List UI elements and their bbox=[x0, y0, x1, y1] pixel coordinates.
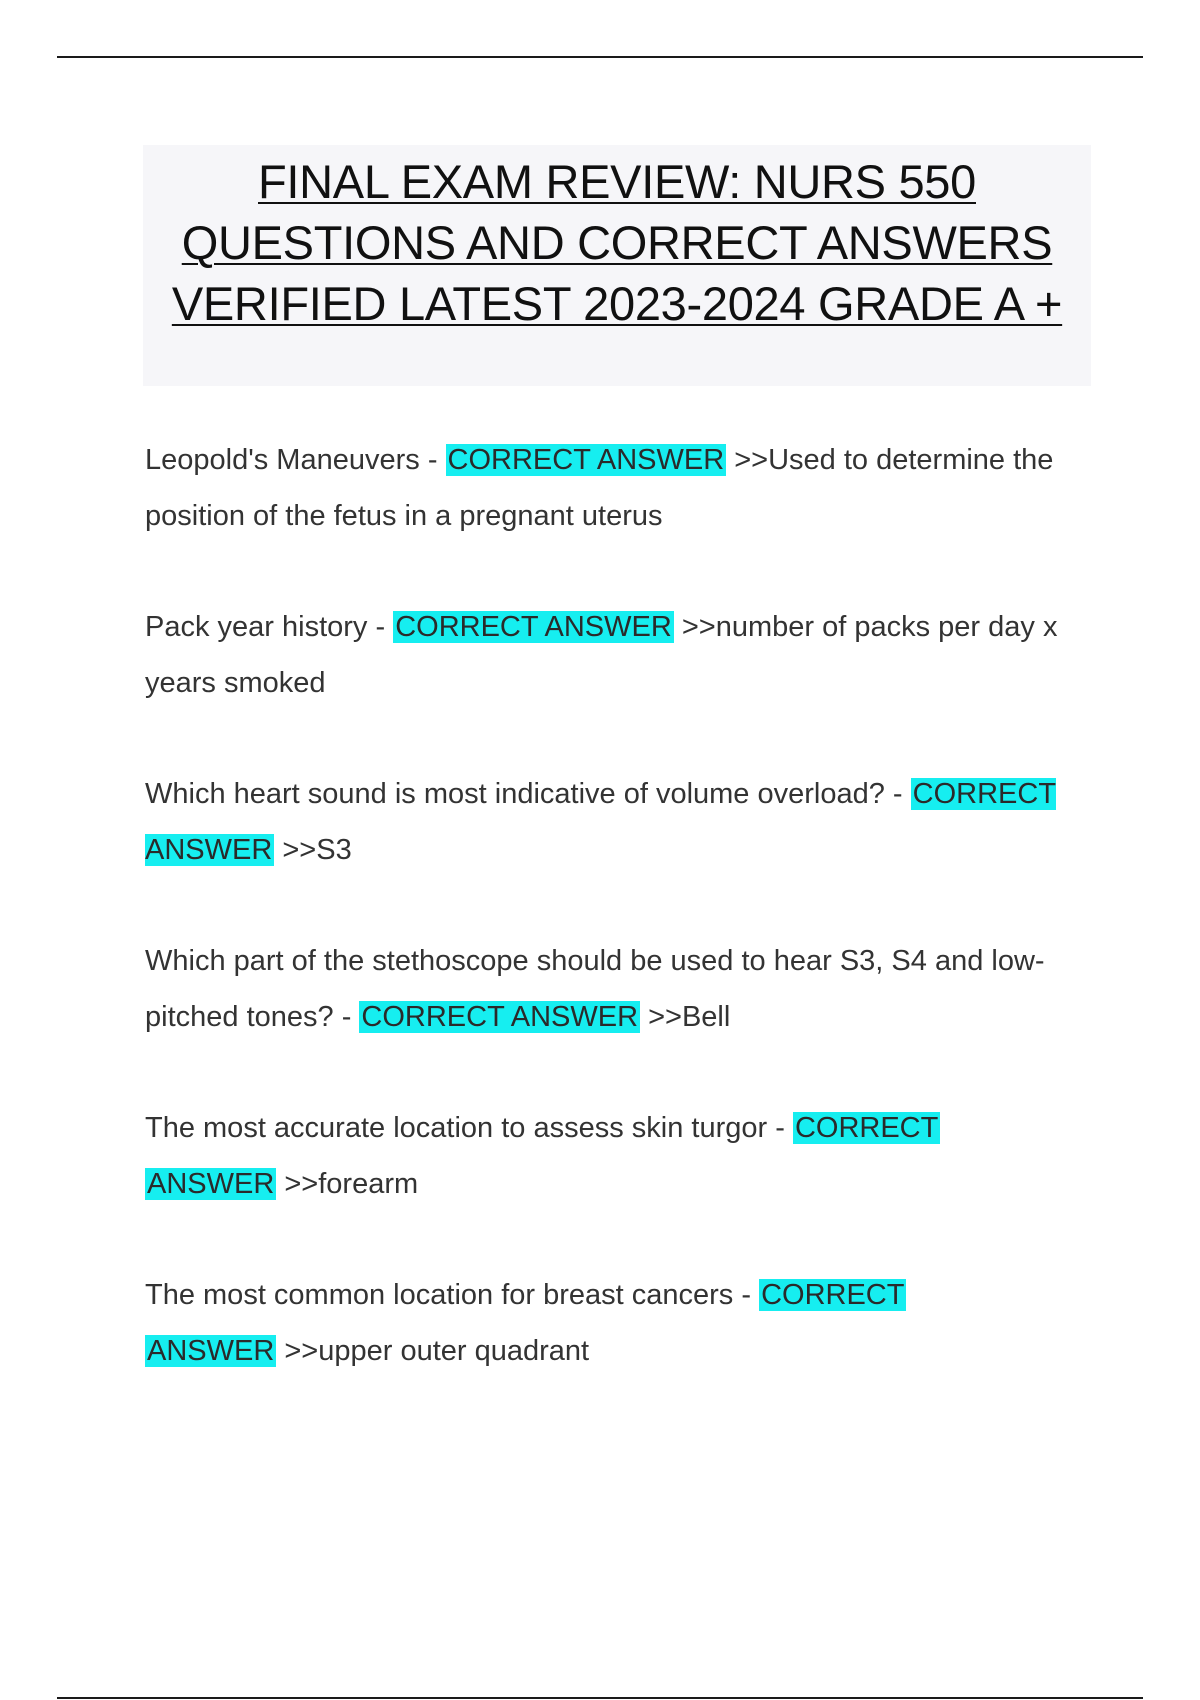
answer-text: >>forearm bbox=[284, 1168, 419, 1200]
title-line-3: VERIFIED LATEST 2023-2024 GRADE A + bbox=[171, 277, 1063, 330]
title-line-2: QUESTIONS AND CORRECT ANSWERS bbox=[181, 216, 1053, 269]
qa-item-stethoscope bbox=[145, 933, 1095, 1045]
answer-text: >>upper outer quadrant bbox=[284, 1335, 590, 1367]
question-text: Leopold's Maneuvers - bbox=[145, 444, 446, 476]
correct-answer-label: CORRECT ANSWER bbox=[395, 611, 672, 643]
correct-answer-label: CORRECT ANSWER bbox=[447, 444, 725, 476]
answer-text: >>Used to determine the position of the fetus in a pregnant uterus bbox=[145, 444, 1054, 532]
correct-answer-label-part-2: ANSWER bbox=[147, 1168, 275, 1200]
qa-list bbox=[145, 432, 1095, 1434]
qa-item-pack-year-history bbox=[145, 599, 1095, 711]
question-text: The most accurate location to assess skin turgor - bbox=[145, 1112, 793, 1144]
qa-item-leopolds-maneuvers bbox=[145, 432, 1095, 544]
answer-text: >>Bell bbox=[648, 1001, 731, 1033]
answer-text: >>number of packs per day x years smoked bbox=[145, 611, 1058, 699]
correct-answer-label-part-2: ANSWER bbox=[147, 1335, 275, 1367]
answer-text: >>S3 bbox=[282, 834, 352, 866]
question-text: Pack year history - bbox=[145, 611, 394, 643]
top-rule bbox=[57, 56, 1143, 58]
question-text: The most common location for breast cancers - bbox=[145, 1279, 760, 1311]
correct-answer-label-part-1: CORRECT bbox=[794, 1112, 939, 1144]
question-text: Which part of the stethoscope should be used to hear S3, S4 and low-pitched tones? - bbox=[145, 945, 1045, 1033]
correct-answer-label: CORRECT ANSWER bbox=[361, 1001, 639, 1033]
correct-answer-label-part-1: CORRECT bbox=[761, 1279, 905, 1311]
qa-item-heart-sound bbox=[145, 766, 1095, 878]
bottom-rule bbox=[57, 1697, 1143, 1699]
question-text: Which heart sound is most indicative of volume overload? - bbox=[145, 778, 903, 810]
correct-answer-label: CORRECT ANSWER bbox=[145, 778, 1057, 866]
qa-item-breast-cancer-location bbox=[145, 1267, 1095, 1379]
title-line-1: FINAL EXAM REVIEW: NURS 550 bbox=[258, 155, 976, 208]
qa-item-skin-turgor bbox=[145, 1100, 1095, 1212]
title-box bbox=[143, 145, 1091, 386]
